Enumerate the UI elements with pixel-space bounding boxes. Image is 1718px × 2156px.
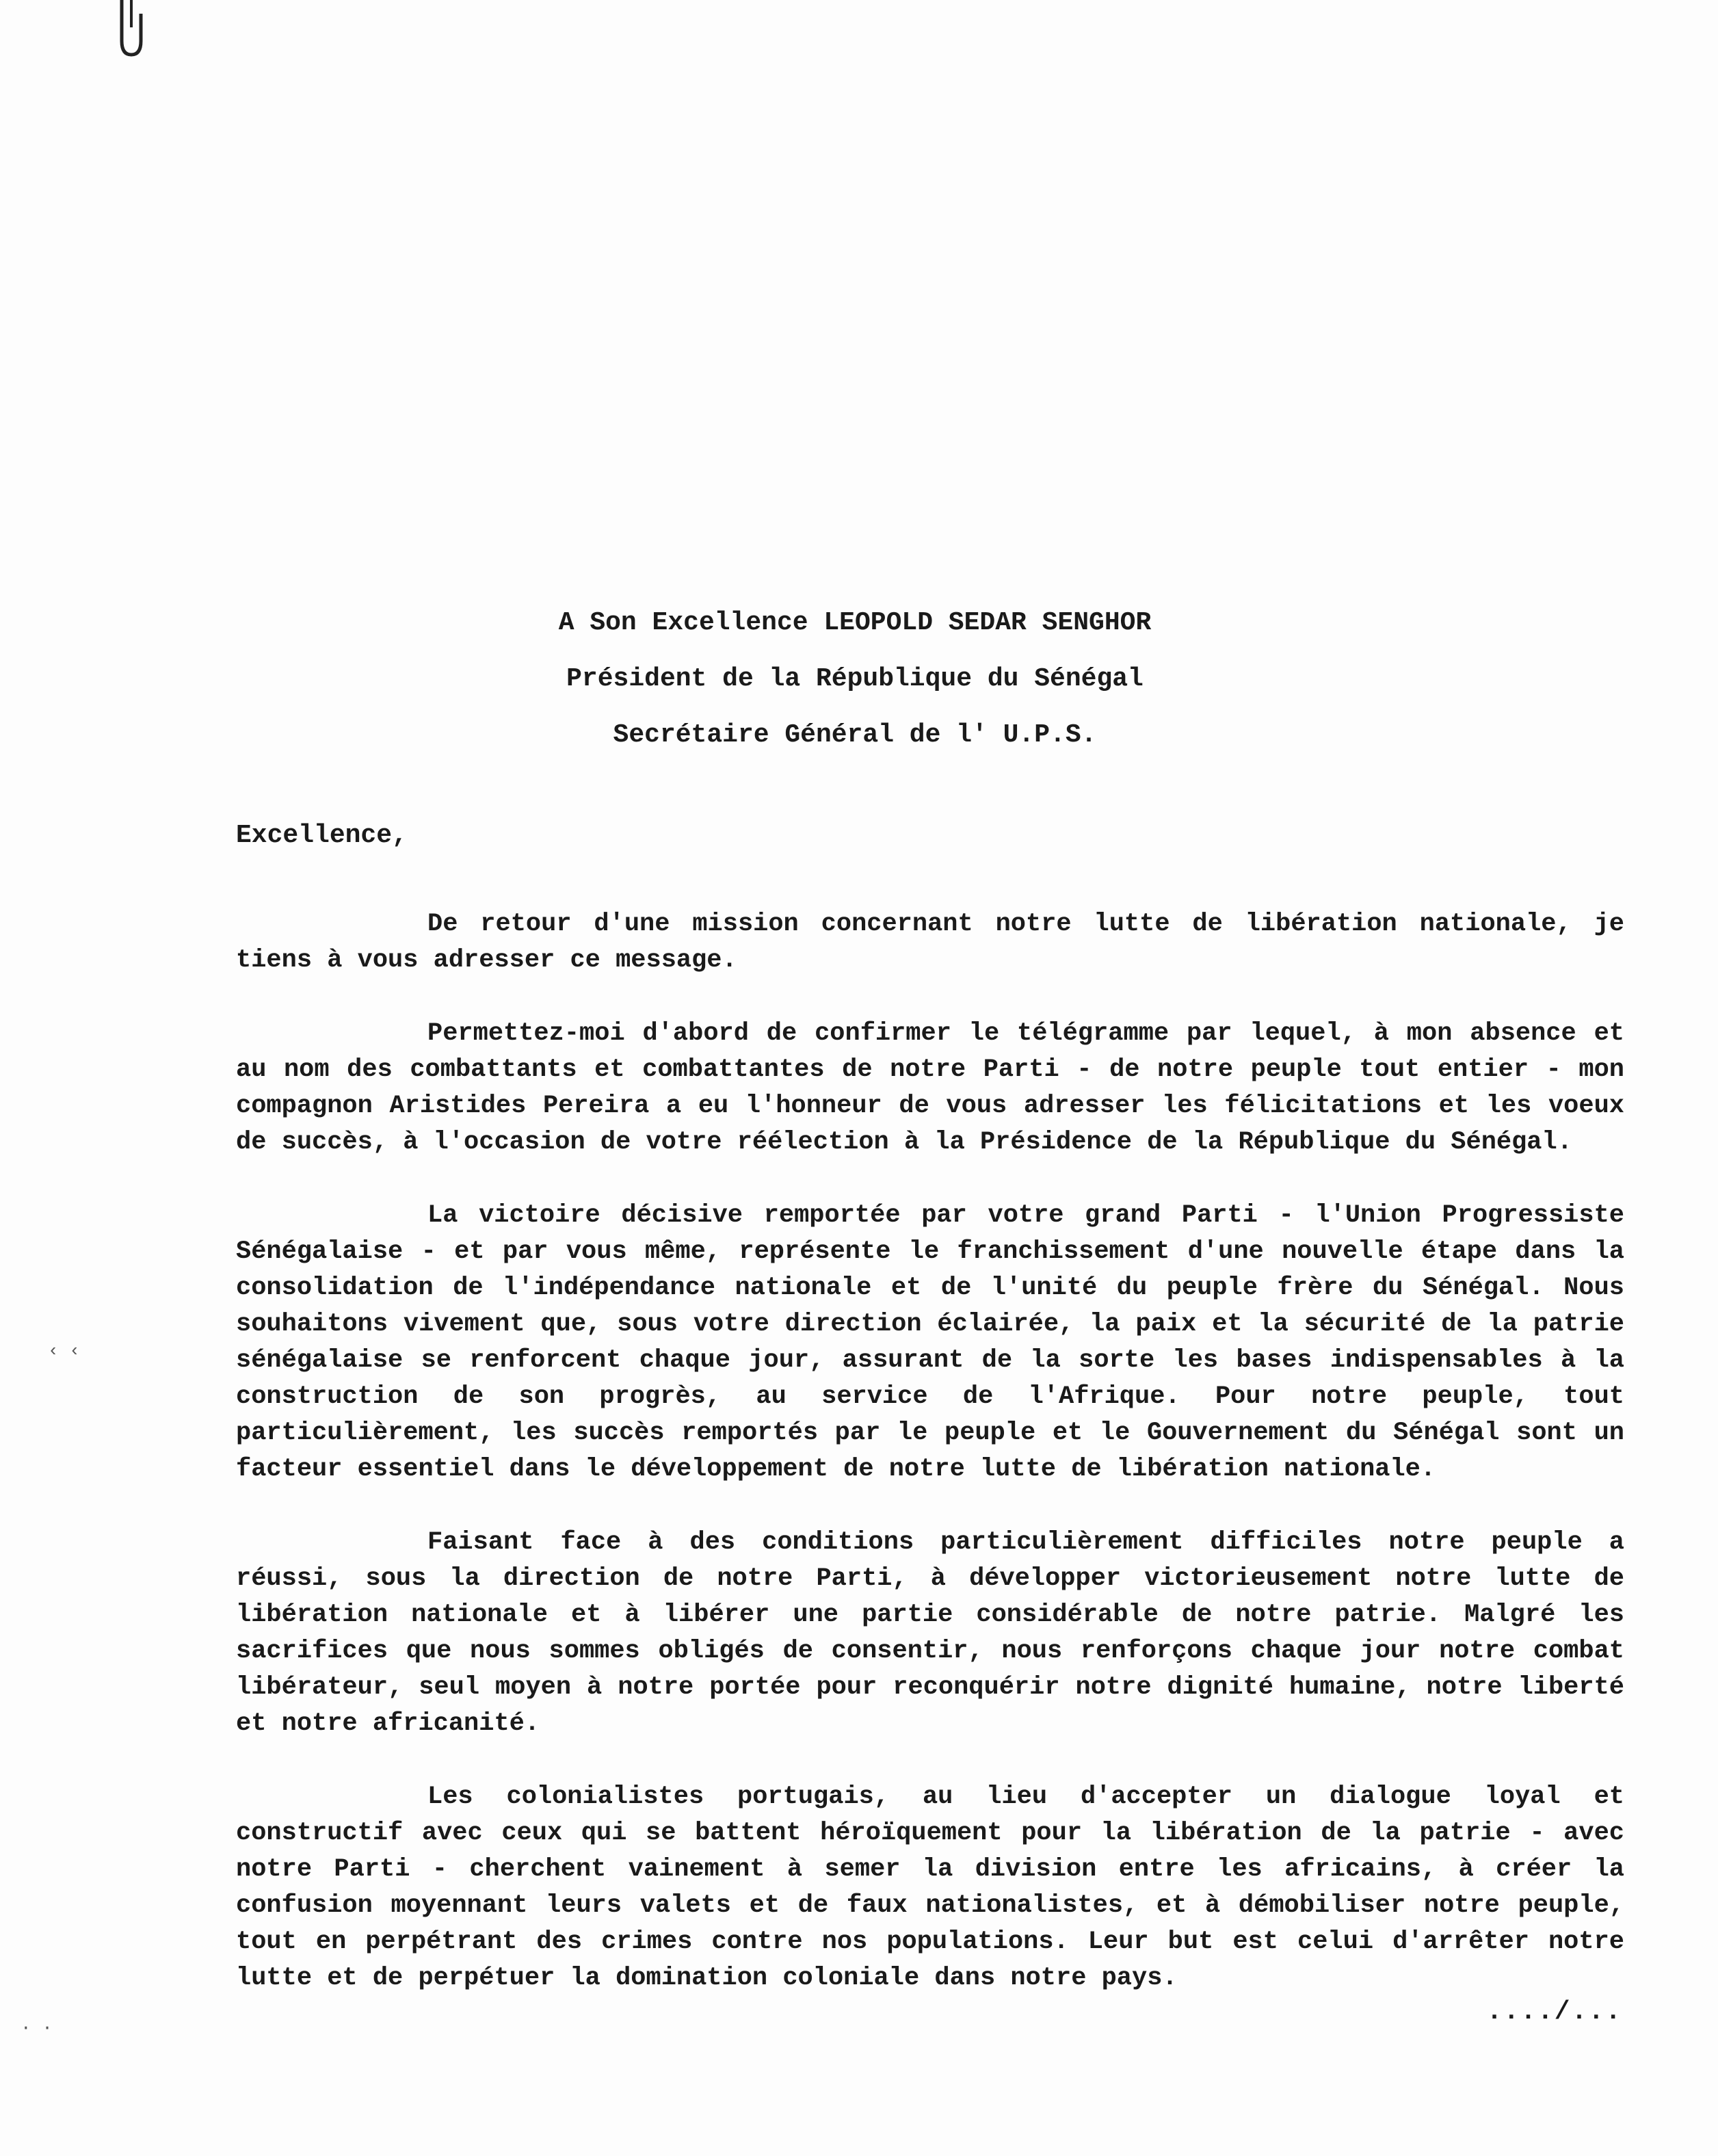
margin-mark-icon: ‹ ‹ xyxy=(48,1341,80,1361)
addressee-block xyxy=(205,595,1505,763)
paragraph-1: De retour d'une mission concernant notre lutte de libération nationale, je tiens à vous adresser ce message. xyxy=(236,910,1624,975)
addressee-line-1: A Son Excellence LEOPOLD SEDAR SENGHOR xyxy=(558,608,1152,637)
addressee-line-3: Secrétaire Général de l' U.P.S. xyxy=(613,720,1097,750)
paragraph-4: Faisant face à des conditions particulièrement difficiles notre peuple a réussi, sous la direction de notre Parti, à développer victorieusement notre lutte de libération nationale et à libérer une partie considérable de notre patrie. Malgré les sacrifices que nous sommes obligés de consentir, nous renforçons chaque jour notre combat libérateur, seul moyen à notre portée pour reconquérir notre dignité humaine, notre liberté et notre africanité. xyxy=(236,1528,1624,1738)
addressee-line-2: Président de la République du Sénégal xyxy=(566,664,1144,694)
paragraph-5: Les colonialistes portugais, au lieu d'accepter un dialogue loyal et constructif avec ceux qui se battent héroïquement pour la libération de la patrie - avec notre Parti - cherchent vainement à semer la division entre les africains, à créer la confusion moyennant leurs valets et de faux nationalistes, et à démobiliser notre peuple, tout en perpétrant des crimes contre nos populations. Leur but est celui d'arrêter notre lutte et de perpétuer la domination coloniale dans notre pays. xyxy=(236,1783,1624,1993)
margin-mark-icon: · · xyxy=(21,2018,53,2038)
paperclip-icon xyxy=(115,0,148,62)
letter-body xyxy=(236,906,1624,2034)
salutation: Excellence, xyxy=(236,821,408,850)
paragraph-2: Permettez-moi d'abord de confirmer le télégramme par lequel, à mon absence et au nom des combattants et combattantes de notre Parti - de notre peuple tout entier - mon compagnon Aristides Pereira a eu l'honneur de vous adresser les félicitations et les voeux de succès, à l'occasion de votre réélection à la Présidence de la République du Sénégal. xyxy=(236,1019,1624,1157)
continuation-mark: ..../... xyxy=(1486,1997,1622,2027)
paragraph-3: La victoire décisive remportée par votre grand Parti - l'Union Progressiste Sénégalaise - et par vous même, représente le franchissement d'une nouvelle étape dans la consolidation de l'indépendance nationale et de l'unité du peuple frère du Sénégal. Nous souhaitons vivement que, sous votre direction éclairée, la paix et la sécurité de la patrie sénégalaise se renforcent chaque jour, assurant de la sorte les bases indispensables à la construction de son progrès, au service de l'Afrique. Pour notre peuple, tout particulièrement, les succès remportés par le peuple et le Gouvernement du Sénégal sont un facteur essentiel dans le développement de notre lutte de libération nationale. xyxy=(236,1201,1624,1484)
